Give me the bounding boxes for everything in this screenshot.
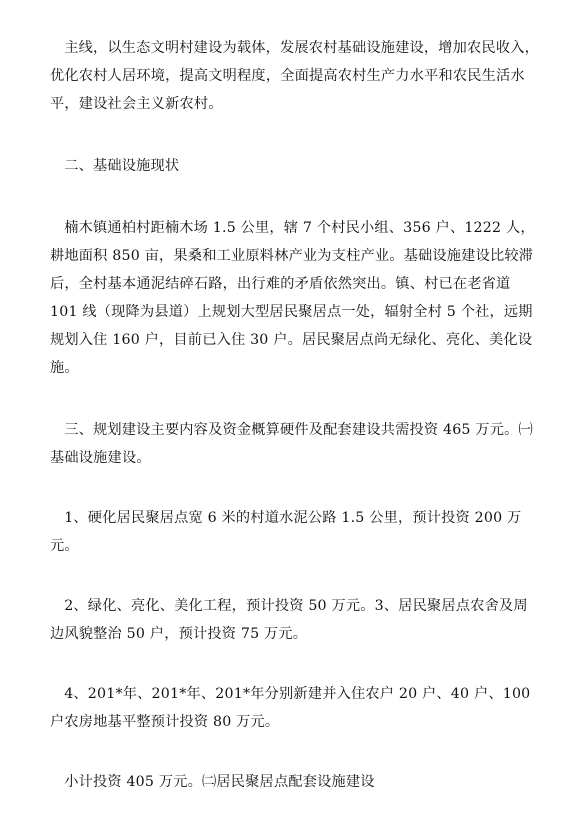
paragraph-item-4: 4、201*年、201*年、201*年分别新建并入住农户 20 户、40 户、100 户农房地基平整预计投资 80 万元。 (50, 686, 531, 730)
section-heading-planning: 三、规划建设主要内容及资金概算硬件及配套建设共需投资 465 万元。㈠基础设施建设。 (50, 422, 533, 466)
section-heading-infrastructure-status: 二、基础设施现状 (64, 158, 180, 174)
paragraph-item-2-3: 2、绿化、亮化、美化工程，预计投资 50 万元。3、居民聚居点农舍及周边风貌整治 50 户，预计投资 75 万元。 (50, 598, 528, 642)
paragraph-village-status: 楠木镇通柏村距楠木场 1.5 公里，辖 7 个村民小组、356 户、1222 人，耕地面积 850 亩，果桑和工业原料林产业为支柱产业。基础设施建设比较滞后，全村基本通泥结碎石路，出行难的矛盾依然突出。镇、村已在老省道 101 线（现降为县道）上规划大型居民聚居点一处，辐射全村 5 个社，远期规划入住 160 户，目前已入住 30 户。居民聚居点尚无绿化、亮化、美化设施。 (50, 220, 535, 376)
paragraph-item-1: 1、硬化居民聚居点宽 6 米的村道水泥公路 1.5 公里，预计投资 200 万元。 (50, 510, 522, 554)
paragraph-subtotal: 小计投资 405 万元。㈡居民聚居点配套设施建设 (64, 774, 375, 790)
paragraph-intro: 主线，以生态文明村建设为载体，发展农村基础设施建设，增加农民收入，优化农村人居环境，提高文明程度，全面提高农村生产力水平和农民生活水平，建设社会主义新农村。 (50, 40, 539, 112)
